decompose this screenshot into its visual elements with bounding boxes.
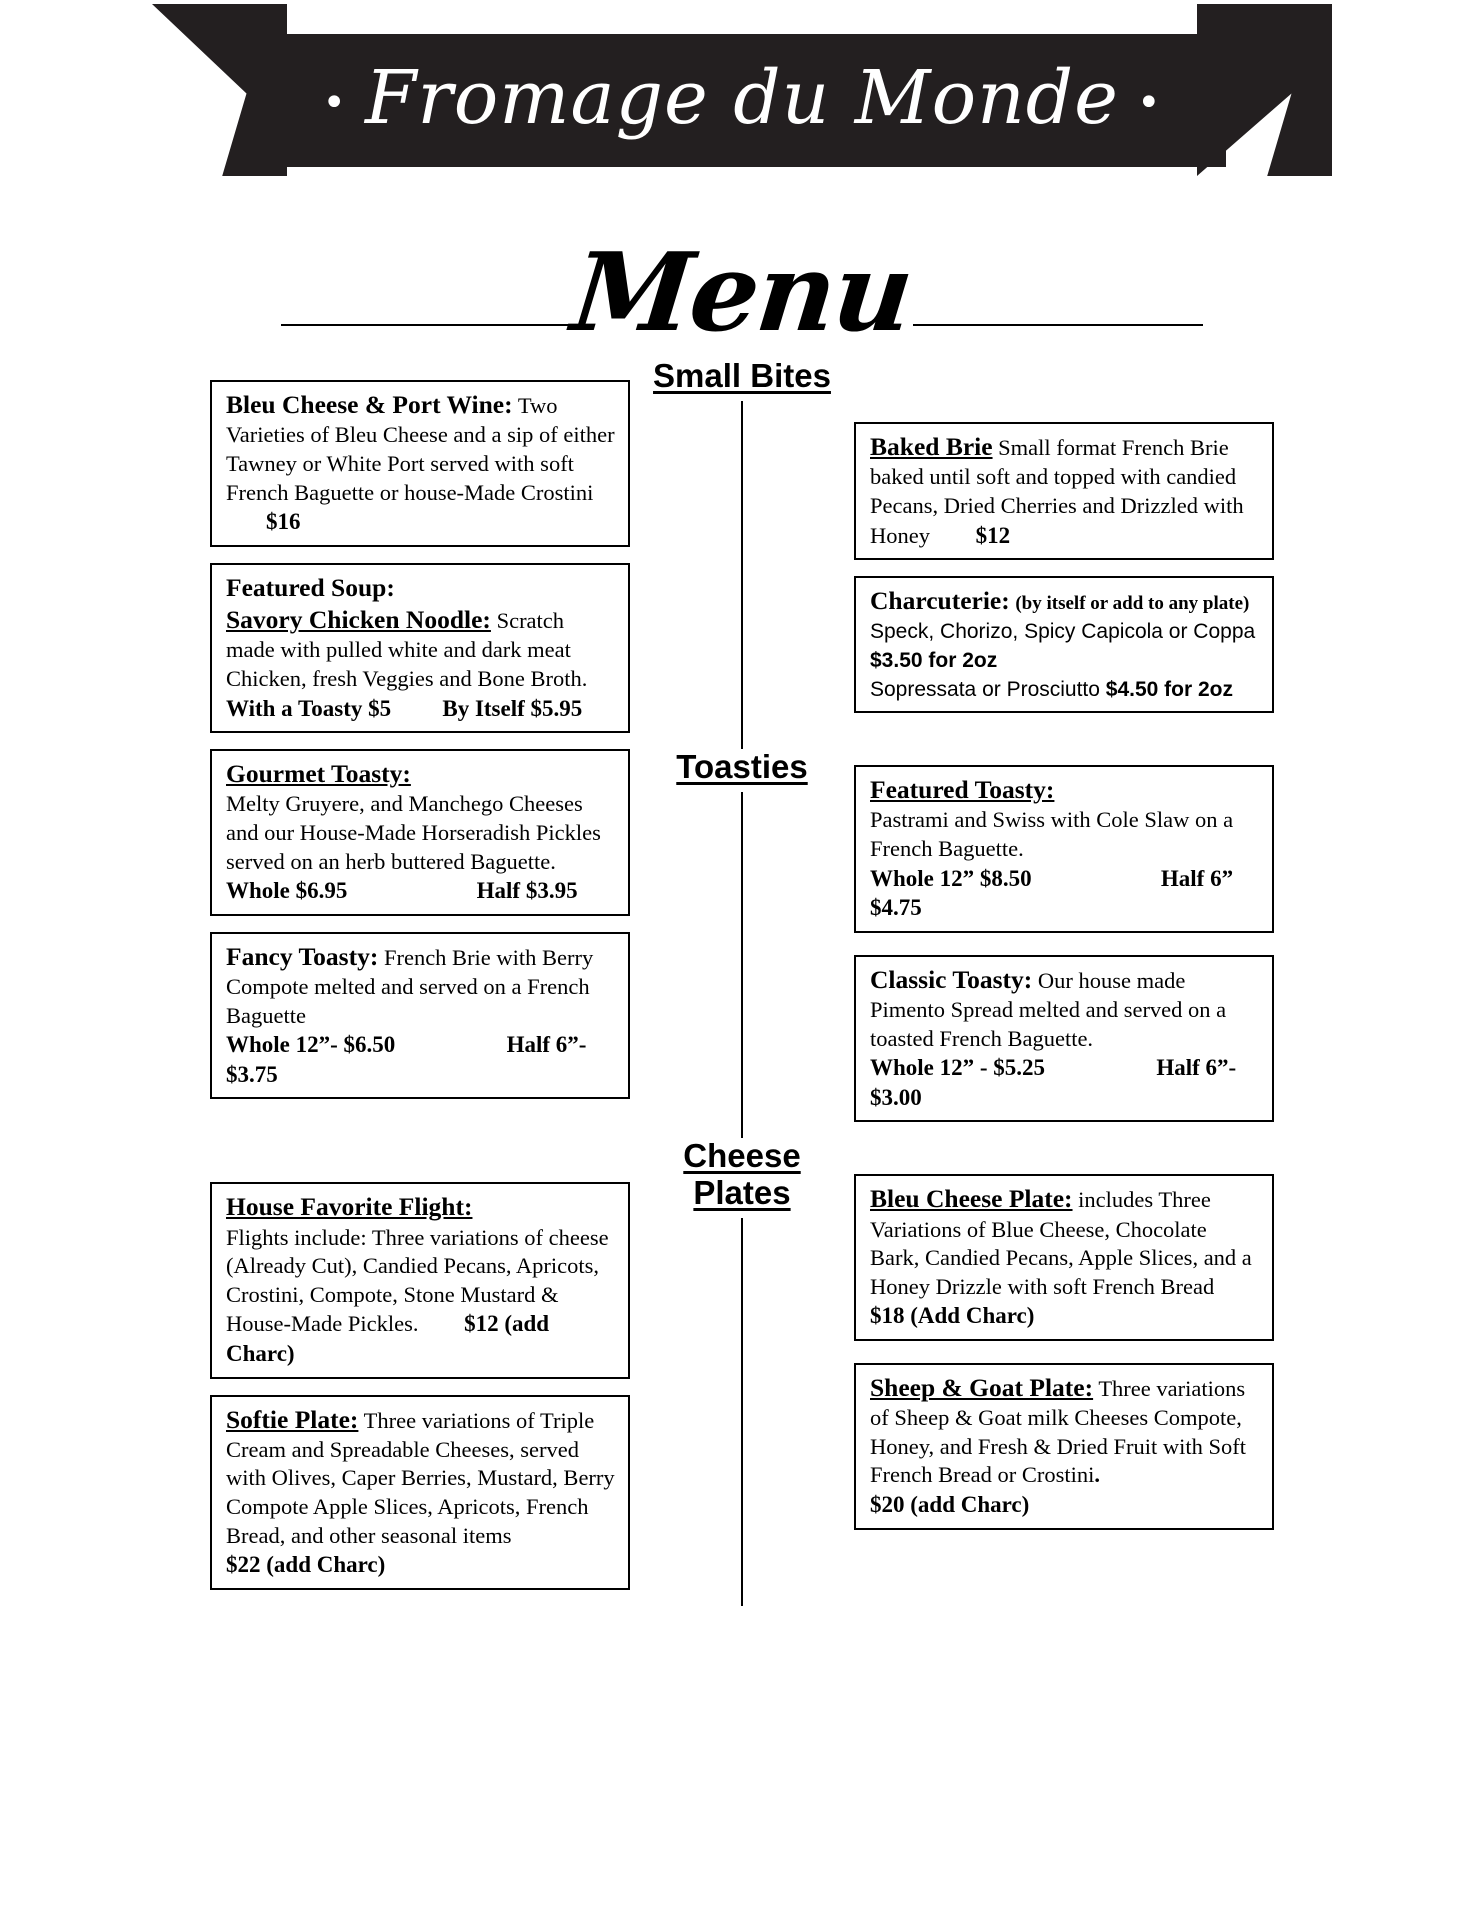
charcuterie-option-1: Speck, Chorizo, Spicy Capicola or Coppa [870,620,1256,644]
item-price: $22 (add Charc) [226,1552,386,1578]
item-price: $18 (Add Charc) [870,1303,1035,1329]
menu-item-softie-plate[interactable] [210,1395,630,1590]
item-body [870,1372,1260,1490]
item-description-line [226,790,616,876]
menu-item-bleu-cheese-port-wine[interactable] [210,380,630,547]
toasties-right-column [842,749,1274,1138]
brand-banner [0,0,1484,190]
item-price-line [226,1030,616,1089]
item-price: $12 [975,522,1011,548]
item-subtitle: Savory Chicken Noodle: [226,605,491,634]
item-price-by-itself: By Itself $5.95 [442,695,583,721]
item-body [226,1224,616,1369]
toasties-left-column [210,749,642,1138]
toasties-center [642,749,842,1138]
item-description: Small format French Brie baked until soft and topped with candied Pecans, Dried Cherries and Drizzled with Honey [870,435,1244,548]
item-note: (by itself or add to any plate) [1015,593,1250,615]
item-title: Featured Toasty: [870,775,1055,805]
section-heading-small-bites: Small Bites [653,357,831,394]
item-title: Bleu Cheese & Port Wine: [226,390,513,419]
item-title: Baked Brie [870,432,993,461]
item-price-line [870,1053,1260,1112]
item-price-half: Half $3.95 [476,878,578,904]
item-price-half: Half 6”- $3.00 [870,1055,1237,1110]
item-description: Two Varieties of Bleu Cheese and a sip of either Tawney or White Port served with soft French Baguette or house-Made Crostini [226,393,615,505]
section-divider-line [741,1218,743,1605]
item-description: includes Three Variations of Blue Cheese, Chocolate Bark, Candied Pecans, Apple Slices, and a Honey Drizzle with soft French Bread [870,1187,1252,1299]
menu-item-house-favorite-flight[interactable] [210,1182,630,1378]
menu-item-classic-toasty[interactable] [854,955,1274,1123]
item-price-with-toasty: With a Toasty $5 [226,695,392,721]
menu-item-gourmet-toasty[interactable] [210,749,630,916]
menu-item-fancy-toasty[interactable] [210,932,630,1100]
brand-name-text: Fromage du Monde [365,54,1119,141]
item-description: Three variations of Sheep & Goat milk Cheeses Compote, Honey, and Fresh & Dried Fruit with Soft French Bread or Crostini [870,1375,1247,1488]
item-body [226,941,616,1031]
item-price-whole: Whole $6.95 [226,878,348,904]
menu-sheet [0,340,1484,1606]
item-title-line [870,585,1260,617]
item-price-whole: Whole 12”- $6.50 [226,1032,396,1058]
item-price-line [870,1301,1260,1331]
item-title-line [226,572,616,604]
item-price-line [870,1490,1260,1520]
item-title: Fancy Toasty: [226,941,379,971]
item-option-line-1 [870,617,1260,646]
section-heading-line-2: Plates [693,1174,791,1212]
charcuterie-price-2: $4.50 for 2oz [1105,677,1234,701]
item-title: Gourmet Toasty: [226,759,411,789]
item-body [226,1404,616,1551]
item-body [870,964,1260,1054]
item-title: Charcuterie: [870,586,1010,616]
item-body [870,431,1260,550]
menu-item-baked-brie[interactable] [854,422,1274,560]
item-title-line [870,774,1260,806]
item-price-half: Half 6” $4.75 [870,865,1234,921]
section-small-bites [0,340,1484,749]
menu-item-charcuterie[interactable] [854,576,1274,713]
brand-plate [258,34,1226,167]
item-description-line [870,806,1260,863]
menu-item-bleu-cheese-plate[interactable] [854,1174,1274,1341]
item-title: Softie Plate: [226,1404,359,1434]
item-title: House Favorite Flight: [226,1192,473,1222]
item-price-line [226,876,616,906]
item-price: $20 (add Charc) [870,1492,1030,1517]
cheese-plates-left-column [210,1138,642,1605]
section-heading-cheese-plates [683,1138,800,1212]
section-divider-line [741,792,743,1138]
charcuterie-option-2: Sopressata or Prosciutto [870,677,1106,701]
page-title: Menu [566,229,918,356]
small-bites-center [642,340,842,749]
menu-item-featured-toasty[interactable] [854,765,1274,933]
item-title-line [226,1191,616,1223]
item-title: Sheep & Goat Plate: [870,1372,1094,1402]
item-title-line [226,758,616,790]
item-price-line [226,694,616,724]
section-cheese-plates [0,1138,1484,1605]
item-price-line [870,864,1260,923]
item-price-half: Half 6”- $3.75 [226,1032,587,1087]
item-title: Featured Soup: [226,572,395,602]
item-body [226,604,616,694]
item-price-whole: Whole 12” - $5.25 [870,1055,1046,1081]
section-heading-toasties: Toasties [676,748,808,786]
title-rule-left [281,324,571,326]
item-description: Pastrami and Swiss with Cole Slaw on a French Baguette. [870,807,1234,861]
section-heading-line-1: Cheese [683,1137,801,1175]
small-bites-left-column [210,340,642,749]
section-divider-line [741,401,743,749]
item-title: Classic Toasty: [870,964,1033,994]
item-price-whole: Whole 12” $8.50 [870,865,1032,891]
item-price: $12 (add Charc) [226,1311,550,1366]
item-description: Scratch made with pulled white and dark meat Chicken, fresh Veggies and Bone Broth. [226,608,588,691]
item-description-terminator: . [1094,1462,1100,1488]
item-description: French Brie with Berry Compote melted and served on a French Baguette [226,944,594,1028]
item-body [226,389,616,537]
cheese-plates-right-column [842,1138,1274,1605]
item-description: Three variations of Triple Cream and Spreadable Cheeses, served with Olives, Caper Berries, Mustard, Berry Compote Apple Slices, Apricots, French Bread, and other seasonal items [226,1407,615,1548]
item-description: Flights include: Three variations of cheese (Already Cut), Candied Pecans, Apricots, Crostini, Compote, Stone Mustard & House-Made Pickles. [226,1224,609,1337]
small-bites-right-column [842,340,1274,749]
item-description: Melty Gruyere, and Manchego Cheeses and our House-Made Horseradish Pickles served on an herb buttered Baguette. [226,791,601,874]
section-toasties [0,749,1484,1138]
brand-title [304,54,1179,141]
item-option-line-2 [870,675,1260,704]
item-option-price-1 [870,646,1260,675]
right-bullet-icon: • [1136,80,1162,127]
cheese-plates-center [642,1138,842,1605]
item-price-line [226,1550,616,1580]
item-description: Our house made Pimento Spread melted and served on a toasted French Baguette. [870,967,1227,1051]
item-title: Bleu Cheese Plate: [870,1184,1073,1214]
item-price: $16 [266,509,301,535]
left-bullet-icon: • [322,80,348,127]
item-body [870,1183,1260,1301]
charcuterie-price-1: $3.50 for 2oz [870,649,998,673]
menu-title-row [0,190,1484,356]
title-rule-right [913,324,1203,326]
menu-item-sheep-goat-plate[interactable] [854,1363,1274,1530]
menu-item-featured-soup[interactable] [210,563,630,733]
